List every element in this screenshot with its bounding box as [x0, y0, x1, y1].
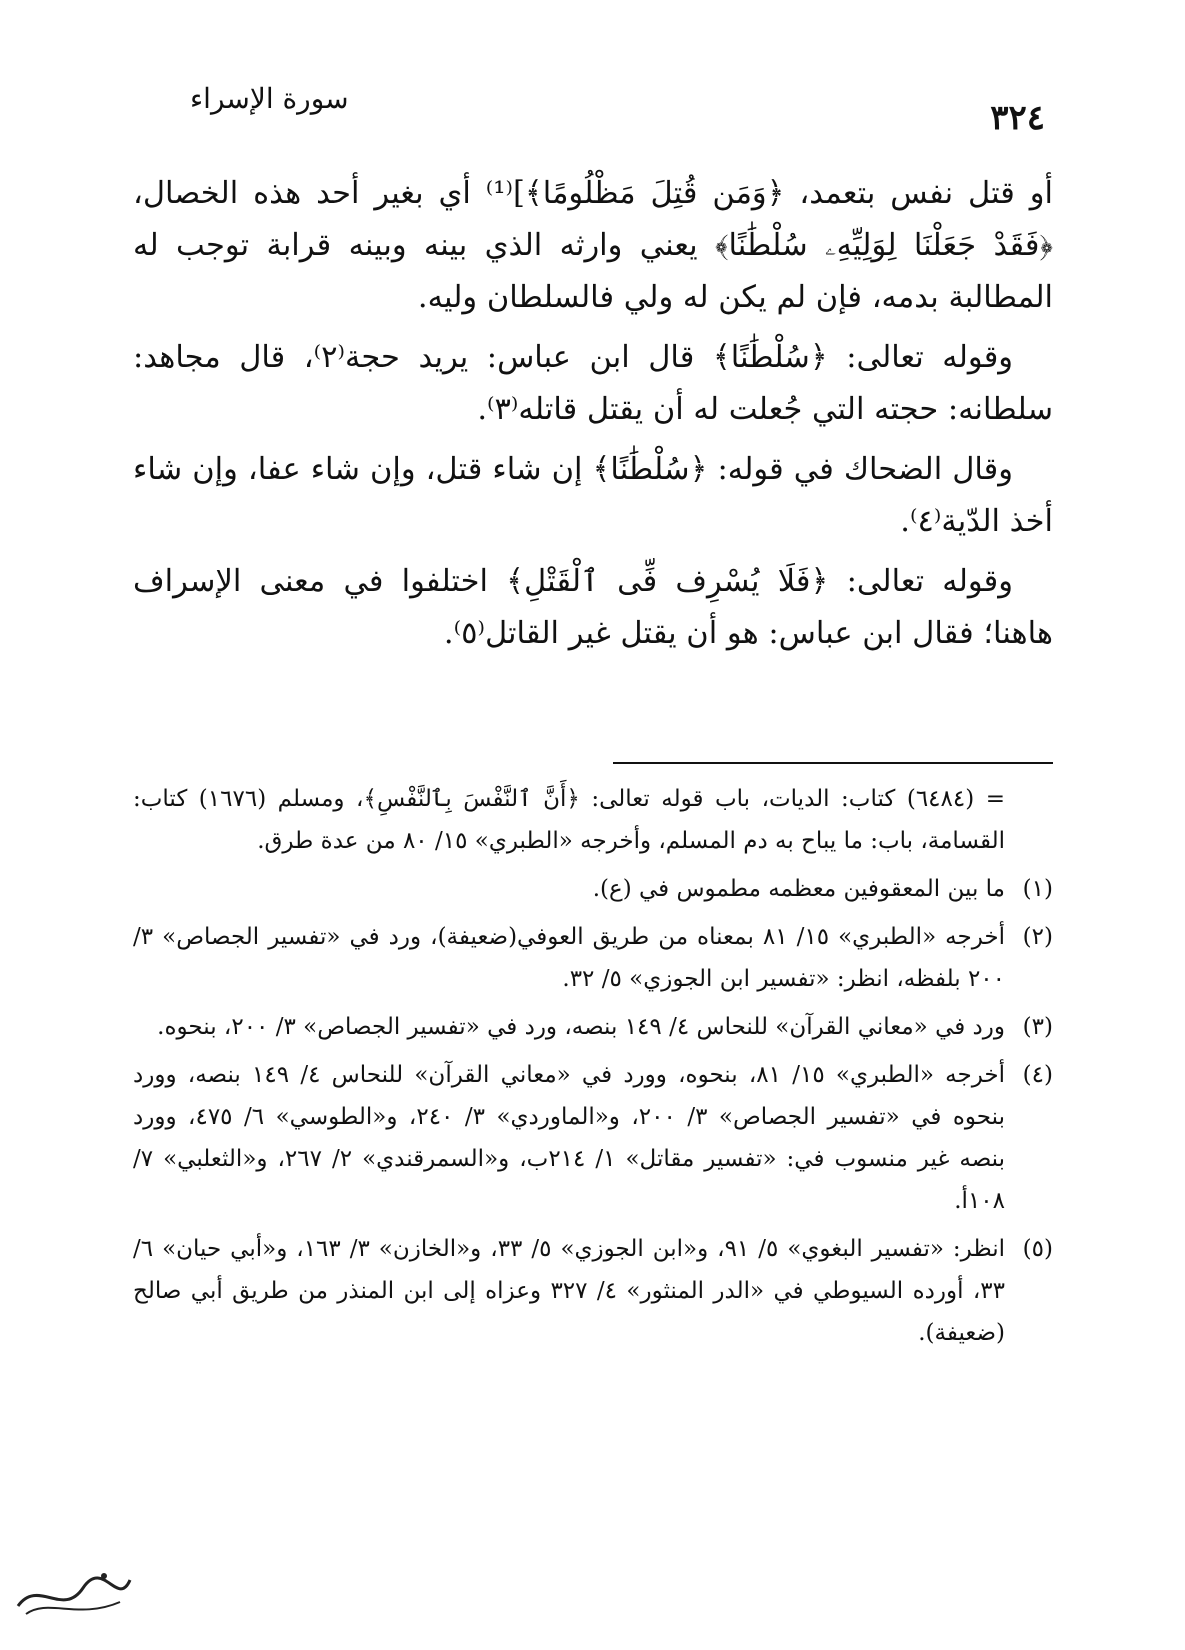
footnote-text: ما بين المعقوفين معظمه مطموس في (ع). — [592, 876, 1005, 902]
footnote-number: (١) — [1022, 876, 1053, 902]
publisher-logo — [8, 1558, 138, 1628]
body-paragraph: وقوله تعالى: ﴿سُلْطَٰنًا﴾ قال ابن عباس: يريد حجة⁽٢⁾، قال مجاهد: سلطانه: حجته التي جُعلت له أن يقتل قاتله⁽٣⁾. — [133, 340, 1053, 427]
footnote-text: أخرجه «الطبري» ١٥/ ٨١، بنحوه، وورد في «معاني القرآن» للنحاس ٤/ ١٤٩ بنصه، وورد بنحوه في «تفسير الجصاص» ٣/ ٢٠٠، و«الماوردي» ٣/ ٢٤٠، و«الطوسي» ٦/ ٤٧٥، وورد بنصه غير منسوب في: «تفسير مقاتل» ١/ ٢١٤ب، و«السمرقندي» ٢/ ٢٦٧، و«الثعلبي» ٧/ ١٠٨أ. — [133, 1062, 1006, 1214]
footnote-number: (٢) — [1022, 924, 1053, 950]
body-paragraph: وقال الضحاك في قوله: ﴿سُلْطَٰنًا﴾ إن شاء قتل، وإن شاء عفا، وإن شاء أخذ الدّية⁽٤⁾. — [133, 452, 1053, 539]
body-paragraph: وقوله تعالى: ﴿فَلَا يُسْرِف فِّى ٱلْقَتْلِ﴾ اختلفوا في معنى الإسراف هاهنا؛ فقال ابن عباس: هو أن يقتل غير القاتل⁽٥⁾. — [133, 564, 1053, 651]
surah-title: سورة الإسراء — [190, 82, 349, 115]
footnote-divider — [613, 762, 1053, 764]
footnote-item — [133, 916, 1053, 1000]
main-text — [133, 168, 1053, 660]
footnote-item — [133, 1006, 1053, 1048]
footnote-number: (٥) — [1022, 1236, 1053, 1262]
footnote-number: (٤) — [1022, 1062, 1053, 1088]
footnote-text: انظر: «تفسير البغوي» ٥/ ٩١، و«ابن الجوزي» ٥/ ٣٣، و«الخازن» ٣/ ١٦٣، و«أبي حيان» ٦/ ٣٣، أورده السيوطي في «الدر المنثور» ٤/ ٣٢٧ وعزاه إلى ابن المنذر من طريق أبي صالح (ضعيفة). — [133, 1236, 1006, 1346]
footnote-number: (٣) — [1022, 1014, 1053, 1040]
footnote-item — [133, 868, 1053, 910]
body-paragraph: أو قتل نفس بتعمد، ﴿وَمَن قُتِلَ مَظْلُومًا﴾]⁽¹⁾ أي بغير أحد هذه الخصال، ﴿فَقَدْ جَعَلْنَا لِوَلِيِّهِۦ سُلْطَٰنًا﴾ يعني وارثه الذي بينه وبينه قرابة توجب له المطالبة بدمه، فإن لم يكن له ولي فالسلطان وليه. — [133, 176, 1053, 315]
footnote-item — [133, 1054, 1053, 1222]
footnote-text: ورد في «معاني القرآن» للنحاس ٤/ ١٤٩ بنصه، ورد في «تفسير الجصاص» ٣/ ٢٠٠، بنحوه. — [157, 1014, 1005, 1040]
page-number: ٣٢٤ — [990, 98, 1045, 138]
page-header — [150, 78, 1045, 138]
footnote-item — [133, 1228, 1053, 1354]
footnote-text: أخرجه «الطبري» ١٥/ ٨١ بمعناه من طريق العوفي(ضعيفة)، ورد في «تفسير الجصاص» ٣/ ٢٠٠ بلفظه، انظر: «تفسير ابن الجوزي» ٥/ ٣٢. — [133, 924, 1006, 992]
footnotes-section — [133, 778, 1053, 1360]
footnote-continuation: = (٦٤٨٤) كتاب: الديات، باب قوله تعالى: ﴿أَنَّ ٱلنَّفْسَ بِٱلنَّفْسِ﴾، ومسلم (١٦٧٦) كتاب: القسامة، باب: ما يباح به دم المسلم، وأخرجه «الطبري» ١٥/ ٨٠ من عدة طرق. — [133, 786, 1005, 854]
